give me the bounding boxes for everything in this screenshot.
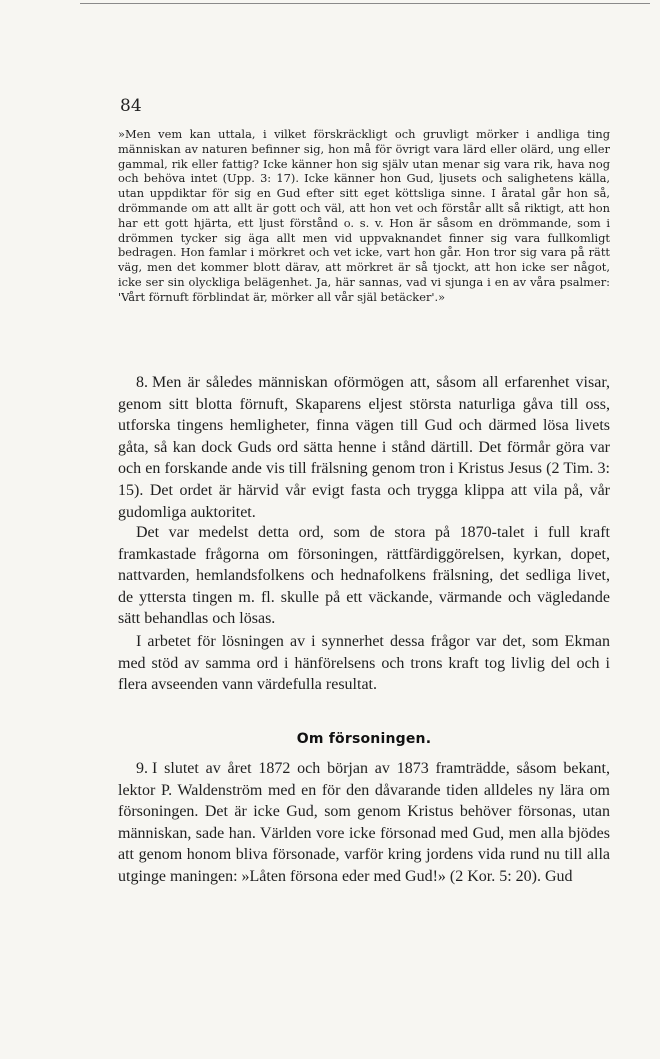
page-number: 84 bbox=[120, 96, 142, 116]
paragraph-text: Men är således människan oförmögen att, såsom all erfarenhet visar, genom sitt blotta förnuft, Skaparens eljest största naturliga gåva till oss, utforska tingens hemligheter, finna vägen till Gud och därmed lösa livets gåta, så kan dock Guds ord sätta henne i stånd därtill. Det förmår göra var och en forskande ande vis till frälsning genom tron i Kristus Jesus (2 Tim. 3: 15). Det ordet är härvid vår evigt fasta och trygga klippa att vila på, vår gudomliga auktoritet. bbox=[118, 374, 610, 521]
section-heading: Om försoningen. bbox=[296, 731, 432, 747]
top-edge-rule bbox=[80, 3, 650, 4]
paragraph-number: 9. bbox=[136, 760, 148, 777]
paragraph-ordet: Det var medelst detta ord, som de stora på 1870-talet i full kraft framkastade frågorna om försoningen, rättfärdiggörelsen, kyrkan, dopet, nattvarden, hemlandsfolkens och hednafolkens frälsning, det sedliga livet, de yttersta tingen m. fl. skulle på ett väckande, värmande och vägledande sätt behandlas och lösas. bbox=[118, 524, 610, 628]
paragraph-arbetet: I arbetet för lösningen av i synnerhet dessa frågor var det, som Ekman med stöd av samma ord i hänförelsens och trons kraft tog livlig del och i flera avseenden vann värdefulla resultat. bbox=[118, 633, 610, 694]
paragraph-text: I slutet av året 1872 och början av 1873 framträdde, såsom bekant, lektor P. Waldenström med en för den dåvarande tiden alldeles ny lära om försoningen. Det är icke Gud, som genom Kristus behöver försonas, utan människan, sade han. Världen vore icke försonad med Gud, men alla bjödes att genom honom bliva försonade, varför kring jordens vida rund nu till alla utginge maningen: »Låten försona eder med Gud!» (2 Kor. 5: 20). Gud bbox=[118, 760, 610, 885]
paragraph-9 bbox=[118, 758, 610, 888]
block-quote: »Men vem kan uttala, i vilket förskräckligt och gruvligt mörker i andliga ting människan av naturen befinner sig, hon må för övrigt vara lärd eller olärd, ung eller gammal, rik eller fattig? Icke känner hon sig själv utan menar sig vara rik, hava nog och behöva intet (Upp. 3: 17). Icke känner hon Gud, ljusets och salighetens källa, utan uppdiktar för sig en Gud efter sitt eget köttsliga sinne. I åratal går hon så, drömmande om att allt är gott och väl, att hon vet och förstår allt så riktigt, att hon har ett gott hjärta, ett ljust förstånd o. s. v. Hon är såsom en drömmande, som i drömmen tycker sig äga allt men vid uppvaknandet finner sig vara fullkomligt bedragen. Hon famlar i mörkret och vet icke, vart hon går. Hon tror sig vara på rätt väg, men det kommer blott därav, att mörkret är så tjockt, att hon icke ser något, icke ser sin olyckliga belägenhet. Ja, här sannas, vad vi sjunga i en av våra psalmer: 'Vårt förnuft förblindat är, mörker all vår själ betäcker'.» bbox=[118, 127, 610, 304]
paragraph-number: 8. bbox=[136, 374, 148, 391]
paragraph-8 bbox=[118, 372, 610, 523]
